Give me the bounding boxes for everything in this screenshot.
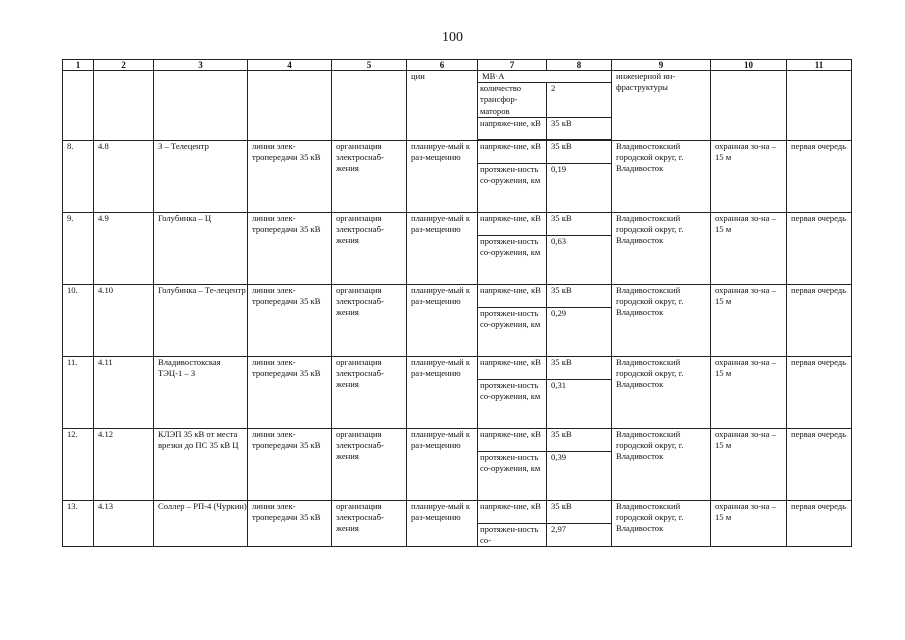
cell-value: 35 кВ [547,212,612,235]
cell-queue: первая очередь [787,212,852,284]
cell-value: 35 кВ [547,500,612,523]
cell-number: 8. [63,140,94,212]
continuation-row [63,71,852,83]
col-header: 4 [248,60,332,71]
cell-queue [787,71,852,141]
cell-value: 35 кВ [547,356,612,379]
col-header: 3 [154,60,248,71]
cell-code [94,71,154,141]
cell-param: напряже-ние, кВ [478,428,547,451]
col-header: 11 [787,60,852,71]
col-header: 1 [63,60,94,71]
cell-location: Владивостокский городской округ, г. Владивосток [612,284,711,356]
cell-param: напряже-ние, кВ [478,212,547,235]
table-row [63,284,852,307]
cell-number: 10. [63,284,94,356]
cell-status: планируе-мый к раз-мещению [407,500,478,546]
cell-param: напряже-ние, кВ [478,117,547,139]
cell-param: количество трансфор-маторов [478,83,547,118]
cell-status: планируе-мый к раз-мещению [407,428,478,500]
cell-queue: первая очередь [787,428,852,500]
cell-value: 2 [547,83,612,118]
cell-number: 13. [63,500,94,546]
cell-purpose: организация электроснаб-жения [332,140,407,212]
cell-type: линии элек-тропередачи 35 кВ [248,140,332,212]
cell-name: Голубинка – Те-лецентр [154,284,248,356]
cell-zone: охранная зо-на – 15 м [711,284,787,356]
cell-zone: охранная зо-на – 15 м [711,356,787,428]
cell-param: протяжен-ность со-оружения, км [478,379,547,428]
cell-type: линии элек-тропередачи 35 кВ [248,500,332,546]
cell-name: З – Телецентр [154,140,248,212]
cell-status: планируе-мый к раз-мещению [407,356,478,428]
cell-queue: первая очередь [787,140,852,212]
cell-value: 35 кВ [547,117,612,139]
cell-location: Владивостокский городской округ, г. Владивосток [612,140,711,212]
cell-zone: охранная зо-на – 15 м [711,140,787,212]
cell-param: протяжен-ность со- [478,523,547,546]
cell-name: Соллер – РП-4 (Чуркин) [154,500,248,546]
cell-param: протяжен-ность со-оружения, км [478,307,547,356]
cell-type [248,71,332,141]
cell-purpose: организация электроснаб-жения [332,428,407,500]
cell-name: Владивостокская ТЭЦ-1 – З [154,356,248,428]
cell-queue: первая очередь [787,356,852,428]
cell-zone: охранная зо-на – 15 м [711,500,787,546]
cell-param: МВ·А [478,71,612,83]
cell-value: 35 кВ [547,284,612,307]
cell-status: ции [407,71,478,141]
cell-name [154,71,248,141]
cell-status: планируе-мый к раз-мещению [407,212,478,284]
cell-param: протяжен-ность со-оружения, км [478,451,547,500]
col-header: 2 [94,60,154,71]
cell-number: 9. [63,212,94,284]
col-header: 7 [478,60,547,71]
cell-type: линии элек-тропередачи 35 кВ [248,428,332,500]
cell-name: КЛЭП 35 кВ от места врезки до ПС 35 кВ Ц [154,428,248,500]
col-header: 9 [612,60,711,71]
cell-number: 11. [63,356,94,428]
cell-location: Владивостокский городской округ, г. Владивосток [612,500,711,546]
table-row [63,356,852,379]
col-header: 6 [407,60,478,71]
cell-name: Голубинка – Ц [154,212,248,284]
cell-value: 35 кВ [547,140,612,163]
cell-type: линии элек-тропередачи 35 кВ [248,284,332,356]
cell-value: 2,97 [547,523,612,546]
cell-queue: первая очередь [787,500,852,546]
cell-queue: первая очередь [787,284,852,356]
cell-purpose: организация электроснаб-жения [332,356,407,428]
cell-code: 4.10 [94,284,154,356]
table-row [63,428,852,451]
cell-purpose: организация электроснаб-жения [332,500,407,546]
cell-location: Владивостокский городской округ, г. Владивосток [612,428,711,500]
cell-param: напряже-ние, кВ [478,284,547,307]
cell-purpose [332,71,407,141]
col-header: 8 [547,60,612,71]
cell-zone: охранная зо-на – 15 м [711,212,787,284]
cell-value: 0,39 [547,451,612,500]
cell-value: 0,29 [547,307,612,356]
cell-location: Владивостокский городской округ, г. Владивосток [612,212,711,284]
cell-code: 4.12 [94,428,154,500]
cell-code: 4.9 [94,212,154,284]
cell-code: 4.13 [94,500,154,546]
cell-location: инженерной ин-фраструктуры [612,71,711,141]
table-row [63,500,852,523]
cell-purpose: организация электроснаб-жения [332,212,407,284]
cell-value: 0,19 [547,163,612,212]
cell-value: 0,31 [547,379,612,428]
cell-status: планируе-мый к раз-мещению [407,284,478,356]
cell-code: 4.11 [94,356,154,428]
cell-status: планируе-мый к раз-мещению [407,140,478,212]
table-row [63,140,852,163]
cell-type: линии элек-тропередачи 35 кВ [248,356,332,428]
cell-number: 12. [63,428,94,500]
cell-number [63,71,94,141]
cell-param: напряже-ние, кВ [478,356,547,379]
cell-param: протяжен-ность со-оружения, км [478,163,547,212]
table-header [63,60,852,71]
cell-location: Владивостокский городской округ, г. Владивосток [612,356,711,428]
cell-purpose: организация электроснаб-жения [332,284,407,356]
cell-param: напряже-ние, кВ [478,500,547,523]
cell-zone [711,71,787,141]
cell-param: напряже-ние, кВ [478,140,547,163]
cell-zone: охранная зо-на – 15 м [711,428,787,500]
cell-value: 35 кВ [547,428,612,451]
data-table [62,59,852,547]
cell-value: 0,63 [547,235,612,284]
col-header: 5 [332,60,407,71]
table-row [63,212,852,235]
page-number: 100 [442,30,463,45]
cell-param: протяжен-ность со-оружения, км [478,235,547,284]
cell-type: линии элек-тропередачи 35 кВ [248,212,332,284]
cell-code: 4.8 [94,140,154,212]
col-header: 10 [711,60,787,71]
